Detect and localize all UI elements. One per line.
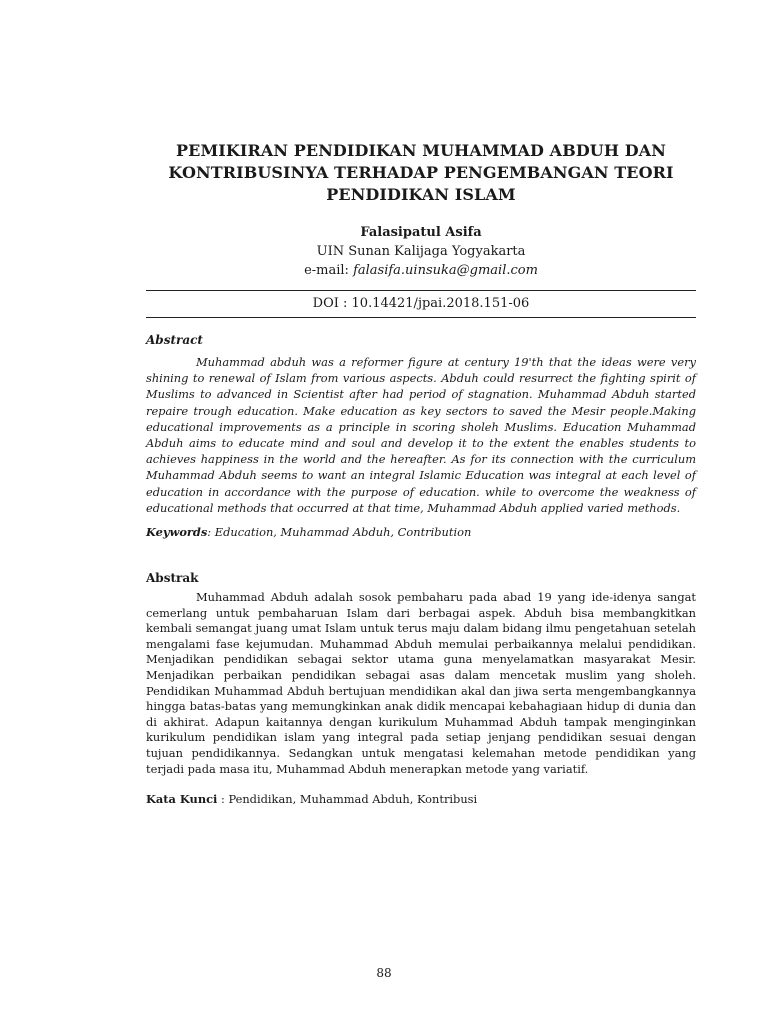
author-email[interactable]: falasifa.uinsuka@gmail.com — [353, 263, 538, 278]
keywords-id-values: : Pendidikan, Muhammad Abduh, Kontribusi — [217, 792, 478, 807]
title-line-2: KONTRIBUSINYA TERHADAP PENGEMBANGAN TEORI — [168, 163, 674, 182]
keywords-en-values: : Education, Muhammad Abduh, Contribution — [207, 525, 472, 540]
title-line-3: PENDIDIKAN ISLAM — [326, 185, 516, 204]
author-name: Falasipatul Asifa — [360, 225, 482, 240]
abstract-en-text: Muhammad abduh was a reformer figure at century 19'th that the ideas were very shining to renewal of Islam from various aspects. Abduh could resurrect the fighting spirit of Muslims to advanced in Scientist after had period of stagnation. Muhammad Abduh started repaire trough education. Make education as key sectors to saved the Mesir people.Making educational improvements as a principle in scoring sholeh Muslims. Education Muhammad Abduh aims to educate mind and soul and develop it to the extent the enables students to achieves happiness in the world and the hereafter. As for its connection with the curriculum Muhammad Abduh seems to want an integral Islamic Education was integral at each level of education in accordance with the purpose of education. while to overcome the weakness of educational methods that occurred at that time, Muhammad Abduh applied varied methods. — [146, 355, 696, 515]
title-line-1: PEMIKIRAN PENDIDIKAN MUHAMMAD ABDUH DAN — [176, 141, 666, 160]
author-email-line — [146, 261, 696, 280]
page-number: 88 — [376, 966, 392, 980]
keywords-en-label: Keywords — [146, 525, 208, 540]
author-block — [146, 223, 696, 280]
keywords-id-label: Kata Kunci — [146, 792, 218, 807]
abstract-id-heading: Abstrak — [146, 571, 199, 586]
paper-content — [146, 128, 696, 807]
doi-box — [146, 290, 696, 318]
author-affiliation: UIN Sunan Kalijaga Yogyakarta — [316, 244, 526, 259]
abstract-id-text: Muhammad Abduh adalah sosok pembaharu pada abad 19 yang ide-idenya sangat cemerlang untuk pembaharuan Islam dari berbagai aspek. Abduh bisa membangkitkan kembali semangat juang umat Islam untuk terus maju dalam bidang ilmu pengetahuan setelah mengalami fase kejumudan. Muhammad Abduh memulai perbaikannya melalui pendidikan. Menjadikan pendidikan sebagai sektor utama guna menyelamatkan masyarakat Mesir. Menjadikan perbaikan pendidikan sebagai asas dalam mencetak muslim yang sholeh. Pendidikan Muhammad Abduh bertujuan mendidikan akal dan jiwa serta mengembangkannya hingga batas-batas yang memungkinkan anak didik mencapai kebahagiaan hidup di dunia dan di akhirat. Adapun kaitannya dengan kurikulum Muhammad Abduh tampak menginginkan kurikulum pendidikan islam yang integral pada setiap jenjang pendidikan sesuai dengan tujuan pendidikannya. Sedangkan untuk mengatasi kelemahan metode pendidikan yang terjadi pada masa itu, Muhammad Abduh menerapkan metode yang variatif. — [146, 590, 696, 776]
doi-text[interactable]: DOI : 10.14421/jpai.2018.151-06 — [312, 296, 530, 311]
paper-title — [146, 140, 696, 206]
keywords-id — [146, 791, 696, 807]
email-label: e-mail: — [304, 263, 354, 278]
abstract-en-heading: Abstract — [146, 333, 203, 347]
keywords-en — [146, 524, 696, 540]
